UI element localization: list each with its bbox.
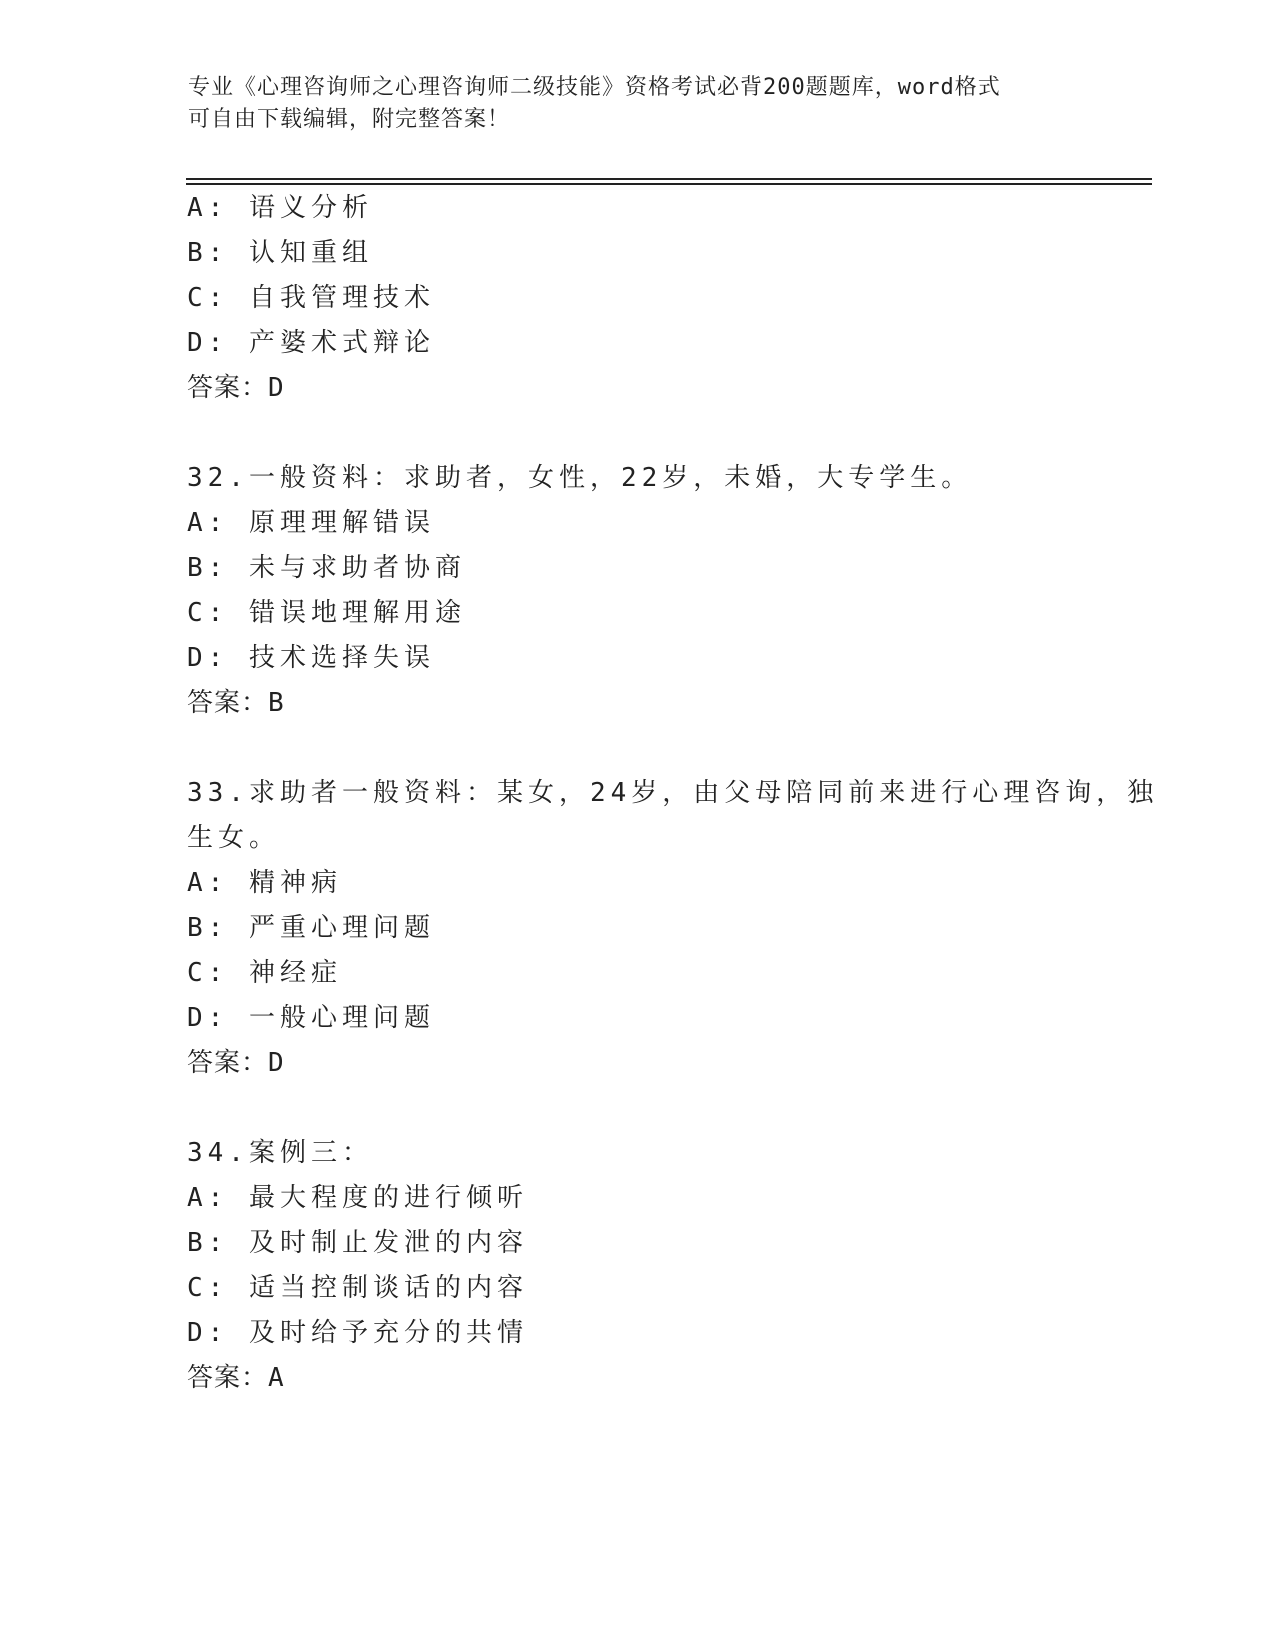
header-divider-bottom xyxy=(186,183,1152,185)
answer-line xyxy=(187,685,285,721)
option-c: C: 自我管理技术 xyxy=(187,283,435,313)
header-line-2: 可自由下载编辑，附完整答案！ xyxy=(188,107,511,132)
option-b: B: 及时制止发泄的内容 xyxy=(187,1228,528,1258)
option-d: D: 一般心理问题 xyxy=(187,1003,435,1033)
answer-value: B xyxy=(268,688,285,718)
answer-value: D xyxy=(268,373,285,403)
option-b: B: 未与求助者协商 xyxy=(187,553,466,583)
option-d: D: 产婆术式辩论 xyxy=(187,328,435,358)
answer-value: D xyxy=(268,1048,285,1078)
answer-value: A xyxy=(268,1363,285,1393)
question-stem: 34.案例三： xyxy=(187,1138,373,1168)
document-header xyxy=(188,72,1088,136)
question-stem: 32.一般资料：求助者，女性，22岁，未婚，大专学生。 xyxy=(187,463,973,493)
option-c: C: 错误地理解用途 xyxy=(187,598,466,628)
answer-label: 答案： xyxy=(187,1048,269,1078)
option-b: B: 严重心理问题 xyxy=(187,913,435,943)
question-stem-line-2: 生女。 xyxy=(187,823,281,853)
option-c: C: 神经症 xyxy=(187,958,342,988)
option-b: B: 认知重组 xyxy=(187,238,373,268)
header-line-1: 专业《心理咨询师之心理咨询师二级技能》资格考试必背200题题库，word格式 xyxy=(188,75,1001,100)
option-c: C: 适当控制谈话的内容 xyxy=(187,1273,528,1303)
question-stem-line-1: 33.求助者一般资料：某女，24岁，由父母陪同前来进行心理咨询，独 xyxy=(187,778,1159,808)
option-a: A: 语义分析 xyxy=(187,193,373,223)
answer-line xyxy=(187,370,285,406)
option-a: A: 精神病 xyxy=(187,868,342,898)
option-d: D: 技术选择失误 xyxy=(187,643,435,673)
answer-line xyxy=(187,1045,285,1081)
answer-label: 答案： xyxy=(187,373,269,403)
answer-label: 答案： xyxy=(187,688,269,718)
answer-label: 答案： xyxy=(187,1363,269,1393)
option-d: D: 及时给予充分的共情 xyxy=(187,1318,528,1348)
header-divider-top xyxy=(186,178,1152,180)
option-a: A: 原理理解错误 xyxy=(187,508,435,538)
answer-line xyxy=(187,1360,285,1396)
option-a: A: 最大程度的进行倾听 xyxy=(187,1183,528,1213)
